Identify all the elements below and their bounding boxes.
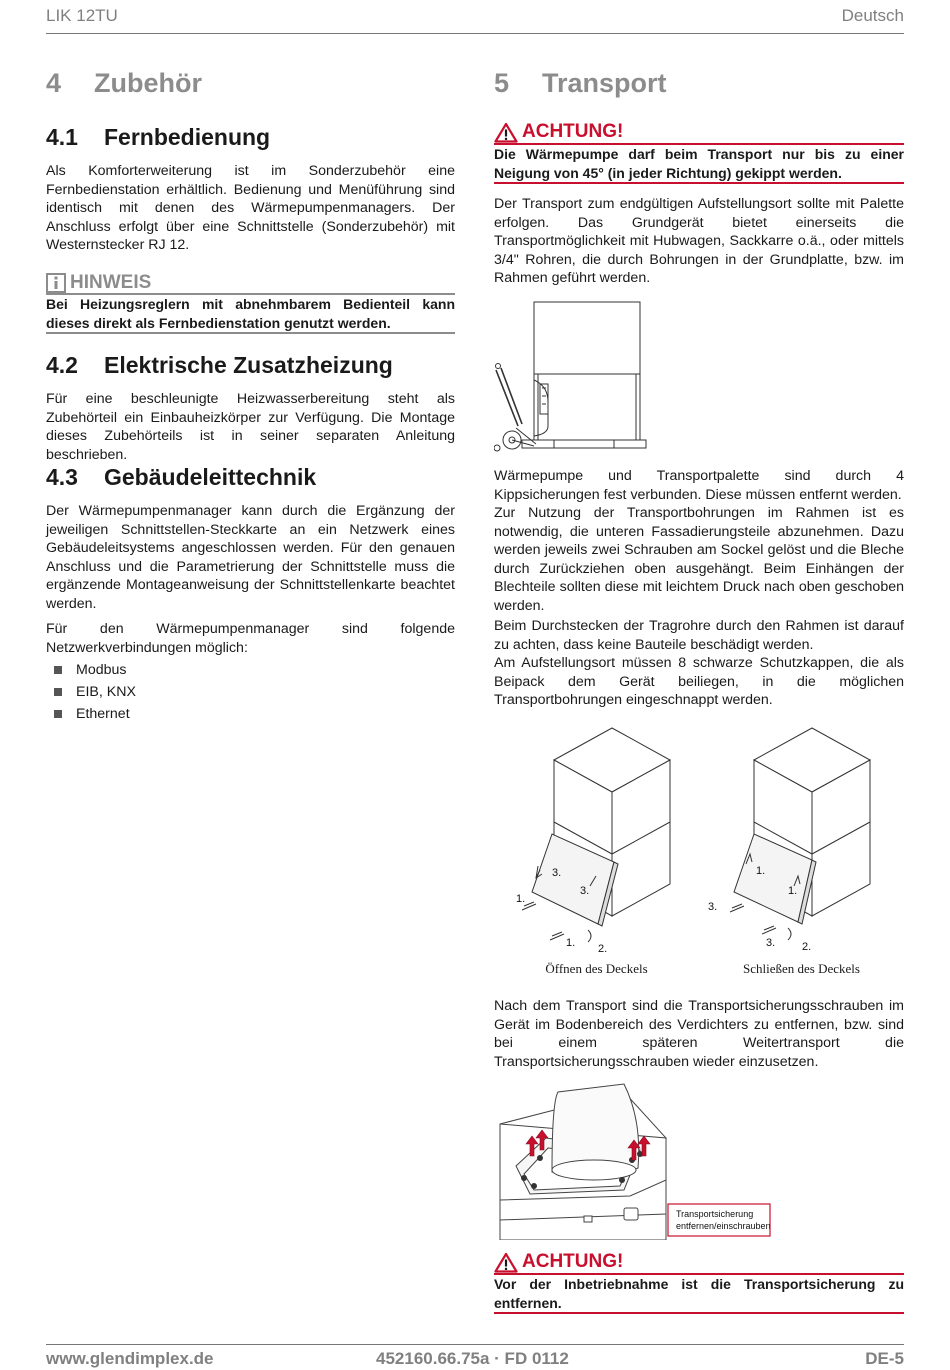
section-4-1-heading bbox=[46, 124, 270, 151]
footer-document-number: 452160.66.75a · FD 0112 bbox=[376, 1349, 569, 1368]
figure-cover-steps bbox=[494, 724, 904, 960]
section-title: Gebäudeleittechnik bbox=[104, 464, 317, 490]
section-4-2-text: Für eine beschleunigte Heizwasserbereitung steht als Zubehörteil ein Einbauheizkörper zur Verfügung. Die Montage dieses Zubehörteils ist in seiner separaten Anleitung beschrieben. bbox=[46, 391, 455, 463]
info-icon bbox=[46, 273, 66, 293]
chapter-5-heading bbox=[494, 68, 667, 99]
step-label: 3. bbox=[708, 901, 718, 913]
screw-label-line-1: Transportsicherung bbox=[676, 1209, 754, 1219]
step-label: 1. bbox=[756, 865, 766, 877]
chapter-4-heading bbox=[46, 68, 202, 99]
step-label: 3. bbox=[766, 937, 776, 949]
header-language: Deutsch bbox=[841, 6, 904, 25]
header-model: LIK 12TU bbox=[46, 6, 118, 25]
transport-paragraph-5: Am Aufstellungsort müssen 8 schwarze Schutzkappen, die als Beipack dem Gerät beiliegen, in die möglichen Transportbohrungen eingeschnappt werden. bbox=[494, 655, 904, 709]
section-number: 4.2 bbox=[46, 352, 78, 378]
header-rule bbox=[46, 33, 904, 34]
hint-bottom-rule bbox=[46, 332, 455, 334]
step-label: 3. bbox=[580, 885, 590, 897]
section-4-3-text-1: Der Wärmepumpenmanager kann durch die Ergänzung der jeweiligen Schnittstellen-Steckkarte an ein Netzwerk eines Gebäudeleitsystems angeschlossen werden. Für den genauen Anschluss und die Parametrierung der Schnittstelle muss die ergänzende Montageanweisung der Schnittstellenkarte beachtet werden. bbox=[46, 503, 455, 612]
warning-1-title-text: ACHTUNG! bbox=[522, 121, 624, 142]
figure-transport-screws bbox=[494, 1080, 784, 1240]
caption-open-cover: Öffnen des Deckels bbox=[545, 961, 648, 976]
step-label: 3. bbox=[552, 867, 562, 879]
section-number: 4.3 bbox=[46, 464, 78, 490]
warning-2-title bbox=[494, 1251, 623, 1273]
bullet-square-icon bbox=[54, 666, 62, 674]
warning-1-bottom-rule bbox=[494, 182, 904, 184]
chapter-number: 4 bbox=[46, 68, 62, 98]
figure-pallet-truck bbox=[494, 296, 654, 458]
transport-paragraph-2: Wärmepumpe und Transportpalette sind durch 4 Kippsicherungen fest verbunden. Diese müssen entfernt werden. bbox=[494, 468, 904, 503]
warning-1-text: Die Wärmepumpe darf beim Transport nur bis zu einer Neigung von 45° (in jeder Richtung) gekippt werden. bbox=[494, 146, 904, 181]
footer-rule bbox=[46, 1344, 904, 1345]
section-4-3-text-2: Für den Wärmepumpenmanager sind folgende Netzwerkverbindungen möglich: bbox=[46, 621, 455, 656]
section-title: Fernbedienung bbox=[104, 124, 271, 150]
step-label: 2. bbox=[598, 943, 608, 955]
transport-paragraph-1: Der Transport zum endgültigen Aufstellungsort sollte mit Palette erfolgen. Das Grundgerät bietet einerseits die Transportmöglichkeit mit Hubwagen, Sackkarre o.ä., oder mittels 3/4" Rohren, die durch Bohrungen in der Grundplatte, bzw. im Rahmen geführt werden. bbox=[494, 196, 904, 287]
warning-1-title bbox=[494, 121, 623, 143]
section-4-2-heading bbox=[46, 352, 393, 379]
step-label: 2. bbox=[802, 941, 812, 953]
footer-page-number: DE-5 bbox=[865, 1349, 904, 1368]
warning-2-title-text: ACHTUNG! bbox=[522, 1251, 624, 1272]
list-item: Ethernet bbox=[46, 703, 455, 725]
hint-text: Bei Heizungsreglern mit abnehmbarem Bedienteil kann dieses direkt als Fernbedienstation genutzt werden. bbox=[46, 296, 455, 331]
section-title: Elektrische Zusatzheizung bbox=[104, 352, 393, 378]
warning-2-text: Vor der Inbetriebnahme ist die Transportsicherung zu entfernen. bbox=[494, 1276, 904, 1311]
bullet-square-icon bbox=[54, 710, 62, 718]
footer-website-link[interactable]: www.glendimplex.de bbox=[46, 1349, 214, 1368]
warning-triangle-icon bbox=[494, 122, 518, 143]
bullet-square-icon bbox=[54, 688, 62, 696]
step-label: 1. bbox=[516, 893, 526, 905]
network-list bbox=[46, 659, 455, 725]
warning-2-bottom-rule bbox=[494, 1312, 904, 1314]
section-4-1-text: Als Komforterweiterung ist im Sonderzubehör eine Fernbedienstation erhältlich. Bedienung und Menüführung sind identisch mit denen des Wärmepumpenmanagers. Der Anschluss erfolgt über eine Schnittstelle (Sonderzubehör) mit Westernstecker RJ 12. bbox=[46, 163, 455, 254]
transport-paragraph-4: Beim Durchstecken der Tragrohre durch den Rahmen ist darauf zu achten, dass keine Bauteile beschädigt werden. bbox=[494, 618, 904, 653]
chapter-title: Zubehör bbox=[94, 68, 202, 98]
hint-title bbox=[46, 272, 151, 294]
transport-paragraph-6: Nach dem Transport sind die Transportsicherungsschrauben im Gerät im Bodenbereich des Verdichters zu entfernen, bzw. sind bei einem späteren Weitertransport die Transportsicherungsschrauben wieder einzusetzen. bbox=[494, 998, 904, 1070]
chapter-title: Transport bbox=[542, 68, 667, 98]
screw-label-line-2: entfernen/einschrauben bbox=[676, 1221, 771, 1231]
chapter-number: 5 bbox=[494, 68, 510, 98]
warning-triangle-icon bbox=[494, 1252, 518, 1273]
list-item: EIB, KNX bbox=[46, 681, 455, 703]
step-label: 1. bbox=[788, 885, 798, 897]
section-4-3-heading bbox=[46, 464, 316, 491]
list-item: Modbus bbox=[46, 659, 455, 681]
section-number: 4.1 bbox=[46, 124, 78, 150]
hint-title-text: HINWEIS bbox=[70, 272, 152, 293]
step-label: 1. bbox=[566, 937, 576, 949]
caption-close-cover: Schließen des Deckels bbox=[743, 961, 860, 976]
transport-paragraph-3: Zur Nutzung der Transportbohrungen im Rahmen ist es notwendig, die unteren Fassadierungsteile abzunehmen. Dazu werden jeweils zwei Schrauben am Sockel gelöst und die Bleche durch Zurückziehen oben ausgehängt. Beim Einhängen der Blechteile sollten diese mit leichtem Druck nach oben geschoben werden. bbox=[494, 505, 904, 614]
